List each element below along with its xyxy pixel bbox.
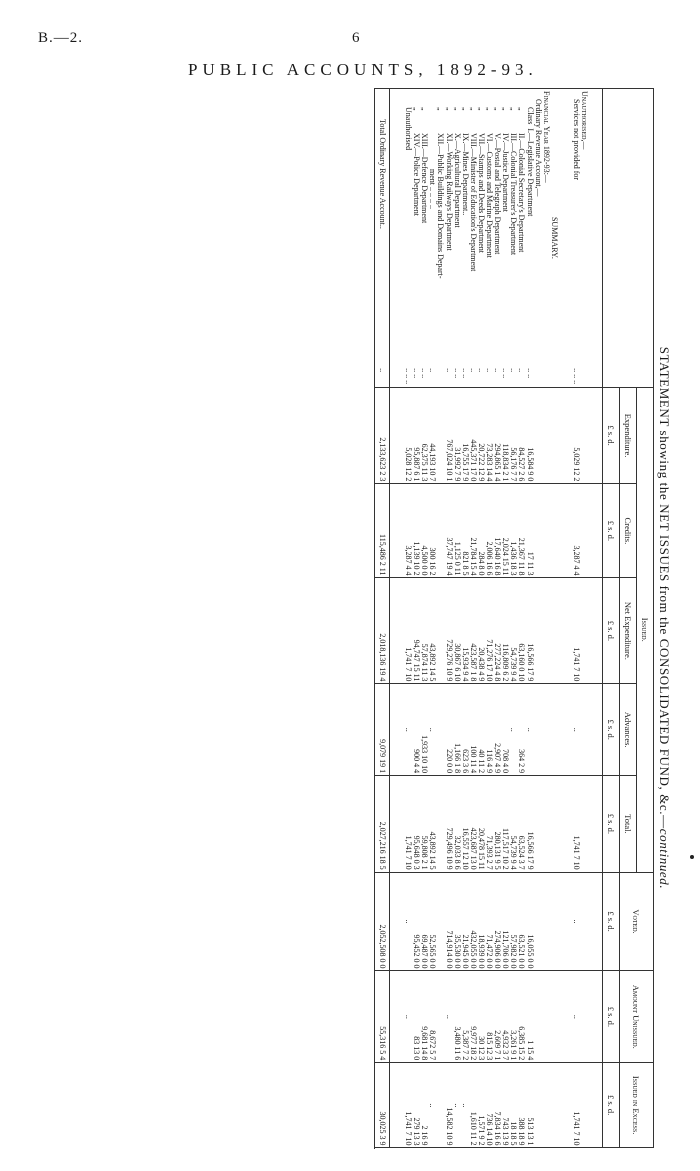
- cell-net: 20,438 4 9: [477, 578, 485, 684]
- cell-unissued: 30 12 3: [477, 971, 485, 1063]
- row-label: [428, 89, 436, 367]
- cell-advances: ..: [428, 684, 436, 776]
- cell-expenditure: 44,193 10 7: [428, 387, 436, 483]
- cell-unissued: 9,681 14 8: [420, 971, 428, 1063]
- row-label-text: II.—Colonial Secretary's Department: [517, 133, 527, 253]
- cell-net: 30,867 6 10: [453, 578, 461, 684]
- total-row: [375, 89, 390, 1148]
- cell-net: 1,741 7 10: [572, 578, 580, 684]
- cell-excess: 7,834 16 6: [493, 1063, 501, 1148]
- cell-unissued: 9,977 18 2: [469, 971, 477, 1063]
- cell-advances: 116 4 9: [485, 684, 493, 776]
- cell-total: [436, 776, 444, 873]
- cell-voted: 35,530 0 0: [453, 872, 461, 971]
- row-label-text: VII.—Stamps and Deeds Department: [476, 133, 486, 253]
- cell-credits: 2,006 16 6: [485, 484, 493, 578]
- table-row: [477, 89, 485, 1148]
- row-label-text: XIV.—Police Department: [412, 133, 422, 216]
- leader-dots: ..: [476, 368, 486, 373]
- row-prefix: „: [460, 107, 470, 111]
- cell-credits: 2,024 15 11: [501, 484, 509, 578]
- row-label-text: XII.—Public Buildings and Domains Depart-: [436, 133, 446, 279]
- statement-title-suffix: continued.: [657, 828, 672, 890]
- cell-unissued: 3,261 9 1: [509, 971, 517, 1063]
- row-label-text: I.—Legislative Department: [525, 128, 535, 217]
- cell-advances: 220 0 0: [445, 684, 453, 776]
- row-prefix: „: [412, 107, 422, 111]
- cell-excess: 736 14 10: [485, 1063, 493, 1148]
- cell-credits: 3,287 4 4: [572, 484, 580, 578]
- cell-advances: [436, 684, 444, 776]
- row-prefix: „: [517, 107, 527, 111]
- net-expenditure-header: Net Expenditure.: [620, 578, 637, 684]
- leader-dots: [436, 366, 444, 387]
- cell-excess: 1,741 7 10: [572, 1063, 580, 1148]
- table-row: [517, 89, 525, 1148]
- advances-header: Advances.: [620, 684, 637, 776]
- cell-expenditure: 16,755 17 9: [461, 387, 469, 483]
- cell-advances: 1,933 10 10: [420, 684, 428, 776]
- cell-voted: 69,487 0 0: [420, 872, 428, 971]
- row-label: [509, 89, 517, 367]
- cell-advances: ..: [525, 684, 533, 776]
- cell-voted: 274,906 0 0: [493, 872, 501, 971]
- table-row: [509, 89, 517, 1148]
- cell-total: 729,496 10 9: [445, 776, 453, 873]
- cell-unissued: 1 15 4: [525, 971, 533, 1063]
- cell-credits: 1,139 10 2: [412, 484, 420, 578]
- cell-total: 95,648 0 3: [412, 776, 420, 873]
- issued-group-header: Issued.: [637, 387, 654, 872]
- cell-net: 43,892 14 5: [428, 578, 436, 684]
- row-label-text: X.—Agricultural Department: [452, 133, 462, 228]
- cell-advances: 623 3 6: [461, 684, 469, 776]
- cell-voted: ..: [572, 872, 580, 971]
- cell-credits: 21,367 11 8: [517, 484, 525, 578]
- cell-expenditure: 767,024 10 1: [445, 387, 453, 483]
- table-row: [404, 89, 412, 1148]
- cell-advances: 708 4 0: [501, 684, 509, 776]
- cell-excess: 1,610 11 2: [469, 1063, 477, 1148]
- table-row: [469, 89, 477, 1148]
- cell-credits: 17,640 16 8: [493, 484, 501, 578]
- page-number: 6: [352, 30, 360, 46]
- table-row: [485, 89, 493, 1148]
- table-row: [572, 89, 580, 1148]
- leader-dots: ..: [509, 368, 519, 373]
- cell-expenditure: 20,722 12 9: [477, 387, 485, 483]
- leader-dots: .. ..: [460, 368, 470, 379]
- cell-expenditure: 56,176 7 7: [509, 387, 517, 483]
- cell-voted: 71,472 0 0: [485, 872, 493, 971]
- summary-heading: SUMMARY.: [549, 216, 559, 259]
- row-prefix: „: [476, 107, 486, 111]
- cell-total: 32,033 8 6: [453, 776, 461, 873]
- cell-voted: ..: [404, 872, 412, 971]
- cell-total: 63,524 3 7: [517, 776, 525, 873]
- page-title: PUBLIC ACCOUNTS, 1892-93.: [188, 60, 538, 79]
- row-label-text: [404, 150, 413, 154]
- leader-dots: ..: [485, 368, 495, 373]
- row-label-text: ment .. .. .. ..: [428, 169, 438, 209]
- cell-credits: 21,784 15 4: [469, 484, 477, 578]
- table-row: [493, 89, 501, 1148]
- cell-credits: 4,500 0 0: [420, 484, 428, 578]
- unissued-header: Amount Unissued.: [620, 971, 654, 1063]
- cell-credits: 17 11 3: [525, 484, 533, 578]
- total-header: Total.: [620, 776, 637, 873]
- cell-excess: 1,741 7 10: [404, 1063, 412, 1148]
- row-prefix: Unauthorised: [404, 107, 414, 151]
- cell-excess: 1,571 9 2: [477, 1063, 485, 1148]
- cell-net: 57,874 11 3: [420, 578, 428, 684]
- leader-dots: .. ..: [412, 368, 422, 379]
- cell-total: 423,687 13 0: [469, 776, 477, 873]
- cell-credits: 1,125 0 11: [453, 484, 461, 578]
- cell-unissued: 4,932 3 7: [501, 971, 509, 1063]
- cell-credits: 300 16 2: [428, 484, 436, 578]
- cell-excess: 279 13 3: [412, 1063, 420, 1148]
- lsd-unit: £ s. d.: [603, 971, 620, 1063]
- cell-excess: ..: [428, 1063, 436, 1148]
- total-total: 2,027,216 18 5: [375, 776, 390, 873]
- row-label: [493, 89, 501, 367]
- cell-unissued: 83 13 0: [412, 971, 420, 1063]
- leader-dots: .. ..: [452, 368, 462, 379]
- description-header: [603, 89, 654, 388]
- lsd-unit: £ s. d.: [603, 872, 620, 971]
- table-row: [436, 89, 444, 1148]
- cell-unissued: ..: [445, 971, 453, 1063]
- cell-voted: [436, 872, 444, 971]
- row-label-text: IX.—Mines Department..: [460, 133, 470, 216]
- table-row: [534, 89, 542, 1148]
- row-label-text: III.—Colonial Treasurer's Department: [509, 133, 519, 256]
- total-credits: 115,486 2 11: [375, 484, 390, 578]
- cell-net: 15,934 9 4: [461, 578, 469, 684]
- total-label: Total Ordinary Revenue Account..: [375, 89, 390, 367]
- table-row: [420, 89, 428, 1148]
- row-label: [412, 89, 420, 367]
- cell-total: 1,741 7 10: [572, 776, 580, 873]
- cell-voted: 714,914 0 0: [445, 872, 453, 971]
- cell-advances: 364 2 9: [517, 684, 525, 776]
- lsd-unit: £ s. d.: [603, 684, 620, 776]
- cell-advances: 40 11 2: [477, 684, 485, 776]
- leader-dots: .. ..: [420, 368, 430, 379]
- financial-year-label: Financial Year 1892-93:—: [541, 91, 551, 183]
- cell-advances: 2,907 4 9: [493, 684, 501, 776]
- table-row: [525, 89, 533, 1148]
- cell-total: 54,739 9 4: [509, 776, 517, 873]
- cell-expenditure: 5,028 12 2: [404, 387, 412, 483]
- table-row: [412, 89, 420, 1148]
- row-prefix: „: [468, 107, 478, 111]
- leader-dots: ..: [375, 366, 390, 387]
- cell-expenditure: 118,834 2 1: [501, 387, 509, 483]
- cell-unissued: 8,672 5 7: [428, 971, 436, 1063]
- cell-net: 71,276 17 10: [485, 578, 493, 684]
- cell-voted: 21,945 0 0: [461, 872, 469, 971]
- lsd-unit: £ s. d.: [603, 776, 620, 873]
- cell-unissued: ..: [404, 971, 412, 1063]
- lsd-unit: £ s. d.: [603, 1063, 620, 1148]
- cell-excess: 513 13 1: [525, 1063, 533, 1148]
- margin-mark: [690, 855, 694, 859]
- cell-net: 54,739 9 4: [509, 578, 517, 684]
- leader-dots: ..: [428, 368, 438, 373]
- cell-credits: 821 8 5: [461, 484, 469, 578]
- cell-voted: 18,939 0 0: [477, 872, 485, 971]
- credits-header: Credits.: [620, 484, 637, 578]
- leader-dots: .. ..: [501, 368, 511, 379]
- cell-expenditure: 84,527 2 6: [517, 387, 525, 483]
- cell-total: 43,892 14 5: [428, 776, 436, 873]
- cell-unissued: 5,387 7 2: [461, 971, 469, 1063]
- row-prefix: „: [485, 107, 495, 111]
- cell-expenditure: 31,992 7 9: [453, 387, 461, 483]
- cell-excess: ..: [453, 1063, 461, 1148]
- cell-credits: 37,747 19 4: [445, 484, 453, 578]
- row-label: [485, 89, 493, 367]
- ordinary-revenue-label: Ordinary Revenue Account,—: [533, 99, 543, 197]
- cell-total: 16,566 17 9: [525, 776, 533, 873]
- voted-header: Voted.: [620, 872, 654, 971]
- row-label: [517, 89, 525, 367]
- cell-expenditure: 62,375 11 3: [420, 387, 428, 483]
- cell-total: 20,478 15 11: [477, 776, 485, 873]
- cell-unissued: 6,385 15 2: [517, 971, 525, 1063]
- cell-total: 16,557 12 10: [461, 776, 469, 873]
- row-prefix: „: [509, 107, 519, 111]
- row-label: [525, 89, 533, 367]
- row-label: [420, 89, 428, 367]
- cell-excess: ..: [461, 1063, 469, 1148]
- cell-unissued: 3,480 11 6: [453, 971, 461, 1063]
- cell-credits: 284 8 0: [477, 484, 485, 578]
- leader-dots: .. .. ..: [571, 368, 581, 385]
- total-expenditure: 2,133,623 2 3: [375, 387, 390, 483]
- cell-total: 117,517 10 2: [501, 776, 509, 873]
- cell-net: 16,566 17 9: [525, 578, 533, 684]
- leader-dots: ..: [444, 368, 454, 373]
- leader-dots: ..: [493, 368, 503, 373]
- leader-dots: ..: [517, 368, 527, 373]
- row-label: [469, 89, 477, 367]
- row-prefix: „: [444, 107, 454, 111]
- cell-expenditure: 16,584 9 0: [525, 387, 533, 483]
- cell-excess: 2 16 9: [420, 1063, 428, 1148]
- cell-excess: 14,582 10 9: [445, 1063, 453, 1148]
- total-voted: 2,052,508 0 0: [375, 872, 390, 971]
- row-label: [461, 89, 469, 367]
- row-prefix: „: [501, 107, 511, 111]
- cell-excess: 743 13 9: [501, 1063, 509, 1148]
- cell-voted: 52,565 0 0: [428, 872, 436, 971]
- cell-advances: ..: [404, 684, 412, 776]
- table-row: [461, 89, 469, 1148]
- cell-voted: 57,982 0 0: [509, 872, 517, 971]
- table-row: [453, 89, 461, 1148]
- row-label: [501, 89, 509, 367]
- cell-advances: 1,166 1 8: [453, 684, 461, 776]
- cell-net: [436, 578, 444, 684]
- table-row: [550, 89, 558, 1148]
- row-prefix: „: [493, 107, 503, 111]
- row-label-text: VIII.—Minister of Education's Department: [468, 133, 478, 272]
- cell-excess: [436, 1063, 444, 1148]
- cell-voted: 95,452 0 0: [412, 872, 420, 971]
- cell-credits: [436, 484, 444, 578]
- cell-expenditure: 73,283 14 4: [485, 387, 493, 483]
- cell-net: 94,747 15 11: [412, 578, 420, 684]
- cell-total: 280,131 9 5: [493, 776, 501, 873]
- table-row: [445, 89, 453, 1148]
- cell-voted: 63,521 0 0: [517, 872, 525, 971]
- row-prefix: „: [436, 107, 446, 111]
- cell-net: 423,587 1 8: [469, 578, 477, 684]
- cell-net: 1,741 7 10: [404, 578, 412, 684]
- cell-voted: 432,055 0 0: [469, 872, 477, 971]
- rotated-statement-block: [100, 88, 672, 1148]
- cell-net: 729,276 10 9: [445, 578, 453, 684]
- cell-net: 63,160 0 10: [517, 578, 525, 684]
- leader-dots: .. .. ..: [404, 368, 414, 385]
- leader-dots: ..: [468, 368, 478, 373]
- excess-header: Issued in Excess.: [620, 1063, 654, 1148]
- lsd-unit: £ s. d.: [603, 484, 620, 578]
- row-label-text: IV.—Justice Department: [501, 133, 511, 212]
- cell-credits: 3,287 4 4: [404, 484, 412, 578]
- cell-voted: 16,055 0 0: [525, 872, 533, 971]
- document-code: B.—2.: [38, 30, 84, 46]
- row-prefix: Class: [525, 107, 535, 125]
- table-row: [428, 89, 436, 1148]
- cell-unissued: ..: [572, 971, 580, 1063]
- row-label-text: V.—Postal and Telegraph Department: [493, 133, 503, 255]
- lsd-unit: £ s. d.: [603, 578, 620, 684]
- leader-dots: .. ..: [525, 368, 535, 379]
- row-label: [436, 89, 444, 367]
- cell-excess: 388 18 9: [517, 1063, 525, 1148]
- row-label: [477, 89, 485, 367]
- row-label: [445, 89, 453, 367]
- statement-title: [656, 88, 672, 1148]
- row-prefix: „: [420, 107, 430, 111]
- total-unissued: 55,316 5 4: [375, 971, 390, 1063]
- cell-unissued: 2,609 7 1: [493, 971, 501, 1063]
- unauthorised-item: Services not provided for: [571, 99, 581, 181]
- cell-expenditure: 95,887 6 1: [412, 387, 420, 483]
- lsd-unit: £ s. d.: [603, 387, 620, 483]
- statement-title-text: STATEMENT showing the NET ISSUES from the CONSOLIDATED FUND, &c.—: [657, 346, 672, 829]
- total-advances: 9,079 19 1: [375, 684, 390, 776]
- cell-total: 71,393 2 7: [485, 776, 493, 873]
- total-excess: 30,025 3 9: [375, 1063, 390, 1148]
- table-row: [501, 89, 509, 1148]
- row-label-text: XI.—Working Railways Department: [444, 133, 454, 251]
- cell-expenditure: 294,865 1 4: [493, 387, 501, 483]
- cell-credits: 1,436 18 3: [509, 484, 517, 578]
- cell-expenditure: 445,371 17 0: [469, 387, 477, 483]
- cell-voted: 121,706 0 0: [501, 872, 509, 971]
- cell-expenditure: [436, 387, 444, 483]
- table-row: [542, 89, 550, 1148]
- expenditure-header: Expenditure.: [620, 387, 637, 483]
- table-row: [580, 89, 588, 1148]
- unauthorised-label: Unauthorised,—: [580, 91, 589, 150]
- cell-total: 59,808 2 1: [420, 776, 428, 873]
- row-prefix: „: [452, 107, 462, 111]
- row-label: [453, 89, 461, 367]
- row-label: [404, 89, 412, 367]
- cell-excess: 18 18 5: [509, 1063, 517, 1148]
- cell-expenditure: 5,029 12 2: [572, 387, 580, 483]
- cell-net: 277,224 4 8: [493, 578, 501, 684]
- cell-total: 1,741 7 10: [404, 776, 412, 873]
- cell-advances: 100 11 4: [469, 684, 477, 776]
- cell-advances: ..: [572, 684, 580, 776]
- cell-advances: 900 4 4: [412, 684, 420, 776]
- row-label-text: XIII.—Defence Department: [420, 133, 430, 224]
- row-label-text: VI.—Customs and Marine Department: [485, 133, 495, 258]
- cell-net: 116,809 6 2: [501, 578, 509, 684]
- cell-advances: ..: [509, 684, 517, 776]
- total-net: 2,018,136 19 4: [375, 578, 390, 684]
- net-issues-table: [374, 88, 654, 1148]
- cell-unissued: 815 12 3: [485, 971, 493, 1063]
- cell-unissued: [436, 971, 444, 1063]
